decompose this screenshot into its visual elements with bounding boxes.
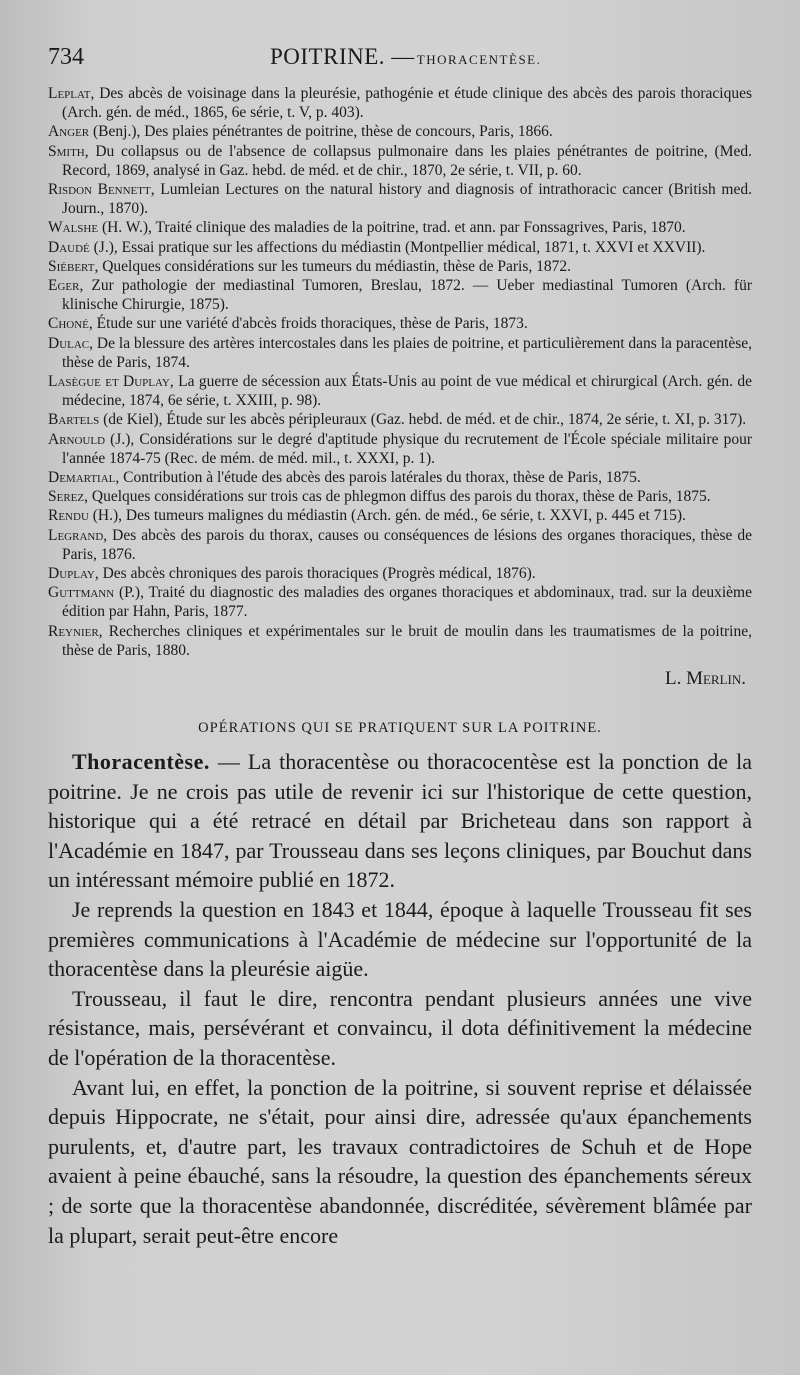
page-number: 734: [48, 44, 84, 70]
entry-author: Legrand,: [48, 526, 108, 544]
entry-text: Des abcès de voisinage dans la pleurésie, pathogénie et étude clinique des abcès des parois thoraciques (Arch. gén. de méd., 1865, 6e série, t. V, p. 403).: [62, 85, 752, 122]
entry-author: Bartels: [48, 411, 100, 429]
bibliography-entry: [48, 372, 752, 410]
entry-text: Quelques considérations sur trois cas de phlegmon diffus des parois du thorax, thèse de Paris, 1875.: [88, 488, 711, 506]
bibliography-entry: [48, 430, 752, 468]
entry-author: Duplay,: [48, 565, 99, 583]
entry-text: Contribution à l'étude des abcès des parois latérales du thorax, thèse de Paris, 1875.: [119, 469, 641, 487]
entry-text: (P.), Traité du diagnostic des maladies des organes thoraciques et abdominaux, trad. sur la deuxième édition par Hahn, Paris, 1877.: [62, 584, 752, 621]
lead-term: Thoracentèse.: [72, 749, 210, 775]
entry-text: (J.), Essai pratique sur les affections du médiastin (Montpellier médical, 1871, t. XXVI et XXVII).: [89, 238, 706, 256]
running-subtitle: THORACENTÈSE.: [416, 52, 542, 67]
entry-author: Arnould: [48, 430, 106, 448]
body-paragraph-2: Je reprends la question en 1843 et 1844, époque à laquelle Trousseau fit ses premières communications à l'Académie de médecine sur l'opportunité de la thoracentèse dans la pleurésie aigüe.: [48, 897, 752, 982]
entry-text: Zur pathologie der mediastinal Tumoren, Breslau, 1872. — Ueber mediastinal Tumoren (Arch. für klinische Chirurgie, 1875).: [62, 277, 752, 314]
entry-text: Du collapsus ou de l'absence de collapsus pulmonaire dans les plaies pénétrantes de poitrine, (Med. Record, 1869, analysé in Gaz. hebd. de méd. et de chir., 1870, 2e série, t. VII, p. 60.: [62, 142, 752, 179]
bibliography-entry: [48, 84, 752, 122]
entry-author: Lasègue et Duplay,: [48, 373, 174, 391]
entry-author: Serez,: [48, 488, 88, 506]
bibliography-entry: [48, 180, 752, 218]
bibliography-entry: [48, 564, 752, 583]
entry-author: Anger: [48, 123, 90, 141]
bibliography-entry: [48, 487, 752, 506]
entry-text: (H. W.), Traité clinique des maladies de la poitrine, trad. et ann. par Fonssagrives, Paris, 1870.: [98, 219, 686, 237]
entry-author: Dulac,: [48, 334, 94, 352]
bibliography-entry: [48, 334, 752, 372]
entry-text: Des abcès des parois du thorax, causes ou conséquences de lésions des organes thoraciques, thèse de Paris, 1876.: [62, 526, 752, 563]
entry-text: (Benj.), Des plaies pénétrantes de poitrine, thèse de concours, Paris, 1866.: [89, 123, 553, 141]
entry-author: Siébert,: [48, 257, 99, 275]
bibliography-entry: [48, 410, 752, 429]
bibliography-entry: [48, 142, 752, 180]
entry-author: Daudé: [48, 238, 90, 256]
bibliography-entry: [48, 506, 752, 525]
author-signature: L. Merlin.: [664, 668, 746, 690]
entry-text: (de Kiel), Étude sur les abcès péripleuraux (Gaz. hebd. de méd. et de chir., 1874, 2e série, t. XI, p. 317).: [99, 411, 747, 429]
entry-author: Leplat,: [48, 85, 95, 102]
entry-text: Lumleian Lectures on the natural history and diagnosis of intrathoracic cancer (British med. Journ., 1870).: [62, 181, 752, 218]
entry-author: Choné,: [48, 315, 93, 333]
bibliography-entry: [48, 276, 752, 314]
body-paragraph-3: Trousseau, il faut le dire, rencontra pendant plusieurs années une vive résistance, mais, persévérant et convaincu, il dota définitivement la médecine de l'opération de la thoracentèse.: [48, 985, 752, 1071]
body-paragraph-1: [48, 747, 752, 895]
bibliography-entry: [48, 468, 752, 487]
bibliography-entry: [48, 218, 752, 237]
entry-text: La guerre de sécession aux États-Unis au point de vue médical et chirurgical (Arch. gén. de médecine, 1874, 6e série, t. XXIII, p. 98).: [62, 373, 752, 410]
bibliography-entry: [48, 122, 752, 141]
bibliography-entry: [48, 526, 752, 564]
running-title: POITRINE. —: [270, 44, 415, 69]
entry-text: Quelques considérations sur les tumeurs du médiastin, thèse de Paris, 1872.: [98, 257, 572, 275]
entry-text: Recherches cliniques et expérimentales sur le bruit de moulin dans les traumatismes de la poitrine, thèse de Paris, 1880.: [62, 622, 752, 659]
entry-author: Demartial,: [48, 469, 120, 487]
entry-author: Smith,: [48, 142, 89, 160]
section-title: OPÉRATIONS QUI SE PRATIQUENT SUR LA POITRINE.: [198, 720, 602, 737]
entry-author: Rendu: [48, 507, 89, 525]
entry-text: (H.), Des tumeurs malignes du médiastin (Arch. gén. de méd., 6e série, t. XXVI, p. 445 et 715).: [88, 507, 686, 525]
entry-text: (J.), Considérations sur le degré d'aptitude physique du recrutement de l'École spéciale militaire pour l'année 1874-75 (Rec. de mém. de méd. mil., t. XXXI, p. 1).: [62, 430, 752, 467]
entry-text: De la blessure des artères intercostales dans les plaies de poitrine, et particulièrement dans la paracentèse, thèse de Paris, 1874.: [62, 334, 752, 371]
bibliography-entry: [48, 238, 752, 257]
bibliography-entry: [48, 583, 752, 621]
running-head: [48, 44, 752, 76]
entry-author: Eger,: [48, 277, 84, 295]
entry-author: Reynier,: [48, 622, 103, 640]
bibliography-entry: [48, 257, 752, 276]
entry-author: Walshe: [48, 219, 99, 237]
entry-author: Risdon Bennett,: [48, 181, 155, 199]
bibliography-list: [48, 84, 752, 660]
entry-text: Étude sur une variété d'abcès froids thoraciques, thèse de Paris, 1873.: [92, 315, 528, 333]
bibliography-entry: [48, 622, 752, 660]
entry-author: Guttmann: [48, 584, 115, 602]
paragraph-text: — La thoracentèse ou thoracocentèse est la ponction de la poitrine. Je ne crois pas utile de revenir ici sur l'historique de cette question, historique qui a été retracé en détail par Bricheteau dans son rapport à l'Académie en 1847, par Trousseau dans ses leçons cliniques, par Bouchut dans un intéressant mémoire publié en 1872.: [48, 749, 752, 893]
body-paragraph-4: Avant lui, en effet, la ponction de la poitrine, si souvent reprise et délaissée depuis Hippocrate, ne s'était, pour ainsi dire, adressée qu'aux épanchements purulents, et, d'autre part, les travaux contradictoires de Schuh et de Hope avaient à peine ébauché, sans la résoudre, la question des épanchements séreux ; de sorte que la thoracentèse abandonnée, discréditée, sévèrement blâmée par la plupart, serait peut-être encore: [48, 1074, 752, 1248]
bibliography-entry: [48, 314, 752, 333]
entry-text: Des abcès chroniques des parois thoraciques (Progrès médical, 1876).: [98, 565, 536, 583]
